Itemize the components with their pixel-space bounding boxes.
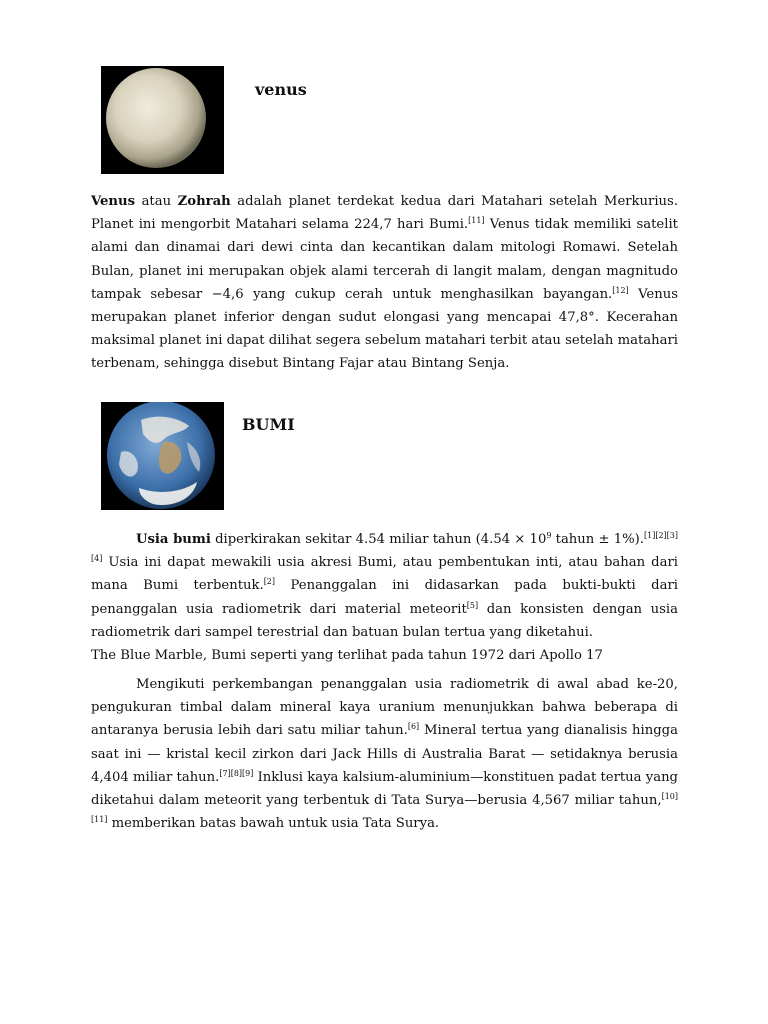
citation-link[interactable]: [6] xyxy=(407,722,420,732)
bumi-text-2: tahun ± 1%). xyxy=(551,532,644,547)
venus-paragraph xyxy=(91,190,678,376)
venus-title: venus xyxy=(255,80,307,99)
venus-text-3: Venus tidak memiliki satelit alami dan dinamai dari dewi cinta dan kecantikan dalam mitologi Romawi. Setelah Bulan, planet ini merupakan objek alami tercerah di langit malam, dengan magnitudo tampak sebesar −4,6 yang cukup cerah untuk menghasilkan bayangan. xyxy=(91,217,678,302)
exponent: 9 xyxy=(546,531,552,540)
bumi-title: BUMI xyxy=(242,415,295,434)
venus-image xyxy=(101,66,224,174)
dating-text-4: memberikan batas bawah untuk usia Tata Surya. xyxy=(107,816,440,832)
bumi-text-1: diperkirakan sekitar 4.54 miliar tahun (4.54 × 10 xyxy=(210,532,547,547)
dating-text-1: Mengikuti perkembangan penanggalan usia radiometrik di awal abad ke-20, pengukuran timbal dalam mineral kaya uranium menunjukkan bahwa beberapa di antaranya berusia lebih dari satu miliar tahun. xyxy=(91,677,678,739)
dating-text-2: Mineral tertua yang dianalisis hingga saat ini — kristal kecil zirkon dari Jack Hills di Australia Barat — setidaknya berusia 4,404 miliar tahun. xyxy=(91,723,678,785)
citation-link[interactable]: [12] xyxy=(612,285,629,295)
citation-link[interactable]: [7][8][9] xyxy=(219,768,254,778)
image-caption: The Blue Marble, Bumi seperti yang terlihat pada tahun 1972 dari Apollo 17 xyxy=(91,648,603,663)
venus-text-1: atau xyxy=(135,194,178,209)
venus-text-4: Venus merupakan planet inferior dengan sudut elongasi yang mencapai 47,8°. Kecerahan maksimal planet ini dapat dilihat segera sebelum matahari terbit atau setelah matahari terbenam, sehingga disebut Bintang Fajar atau Bintang Senja. xyxy=(91,286,678,372)
venus-text-2: adalah planet terdekat kedua dari Matahari setelah Merkurius. Planet ini mengorbit Matahari selama 224,7 hari Bumi. xyxy=(91,194,679,233)
bumi-text-4: Penanggalan ini didasarkan pada bukti-bukti dari penanggalan usia radiometrik dari material meteorit xyxy=(91,578,679,617)
usia-bumi-lead: Usia bumi xyxy=(136,532,211,547)
citation-link[interactable]: [5] xyxy=(466,600,479,610)
citation-link[interactable]: [11] xyxy=(468,216,485,226)
bumi-text-5: dan konsisten dengan usia radiometrik dari sampel terestrial dan batuan bulan tertua yang diketahui. xyxy=(91,601,678,640)
dating-paragraph xyxy=(91,673,678,835)
citation-link[interactable]: [10][11] xyxy=(91,792,678,825)
venus-name: Venus xyxy=(91,194,136,209)
earth-planet-graphic xyxy=(101,402,224,510)
venus-planet-graphic xyxy=(101,66,224,174)
citation-link[interactable]: [2] xyxy=(263,577,276,587)
bumi-paragraph xyxy=(91,528,678,644)
zohrah-name: Zohrah xyxy=(177,194,231,209)
bumi-text-3: Usia ini dapat mewakili usia akresi Bumi, atau pembentukan inti, atau bahan dari mana Bumi terbentuk. xyxy=(91,555,678,594)
dating-text-3: Inklusi kaya kalsium-aluminium—konstituen padat tertua yang diketahui dalam meteorit yang terbentuk di Tata Surya—berusia 4,567 miliar tahun, xyxy=(91,769,679,809)
citation-link[interactable]: [1][2][3][4] xyxy=(91,531,678,564)
earth-image xyxy=(101,402,224,510)
